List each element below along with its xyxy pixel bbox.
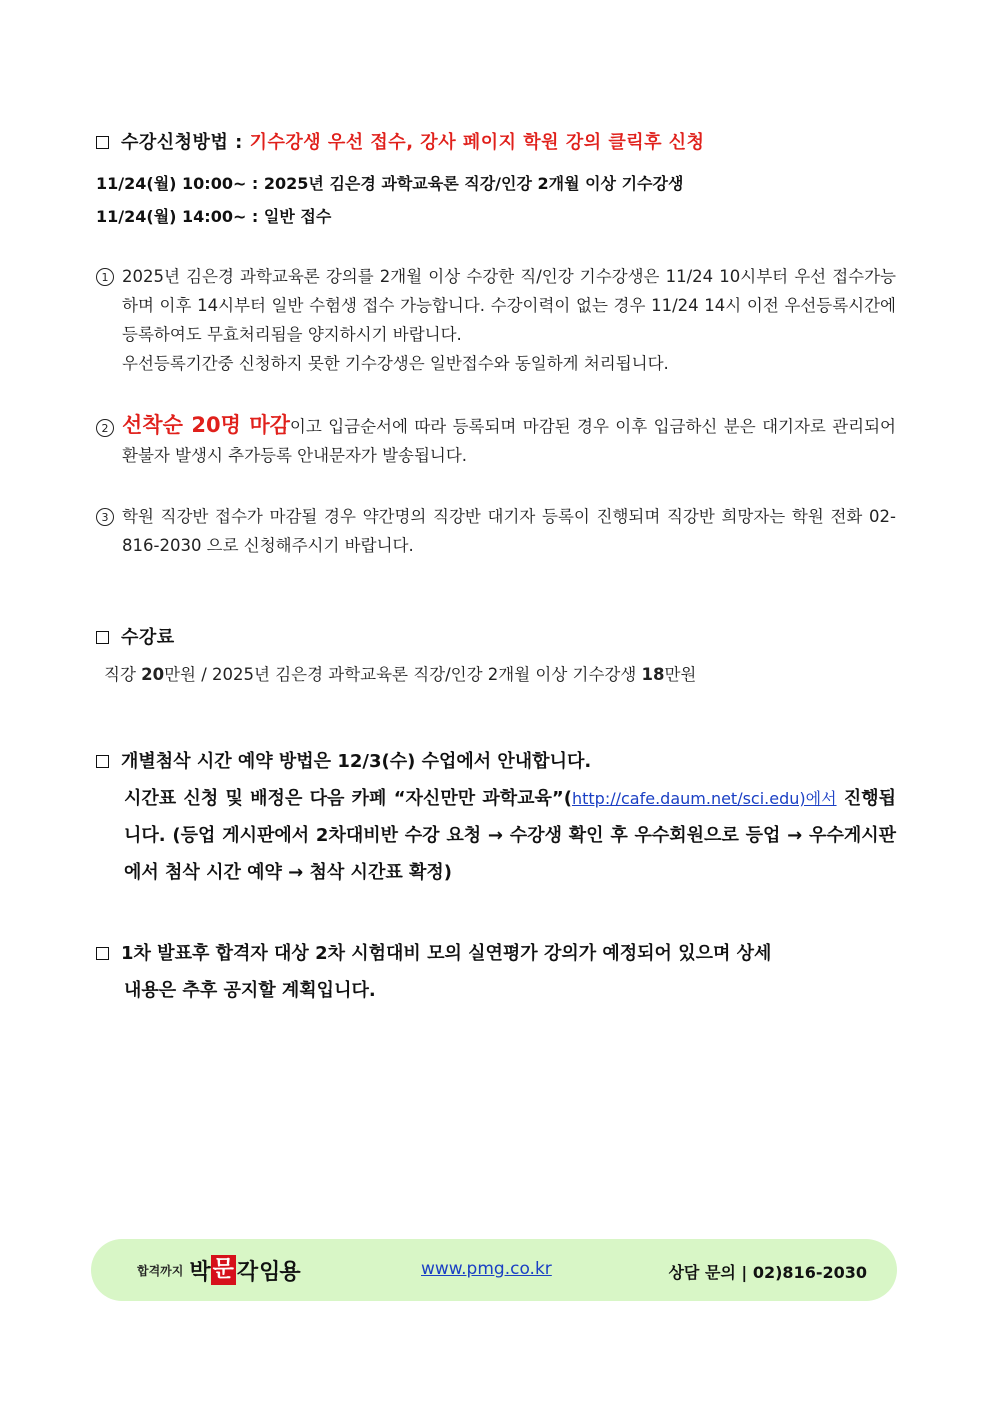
- schedule-line-general: 11/24(월) 14:00~ : 일반 접수: [96, 207, 332, 226]
- checkbox-square-icon: [96, 136, 109, 149]
- mock-exam-body: 내용은 추후 공지할 계획입니다.: [124, 980, 376, 1001]
- section-mock-exam: [96, 935, 896, 1009]
- circled-number-icon: 3: [96, 508, 114, 526]
- section-tutoring: [96, 743, 896, 891]
- schedule-line-priority: 11/24(월) 10:00~ : 2025년 김은경 과학교육론 직강/인강 2개월 이상 기수강생: [96, 174, 684, 193]
- fee-prefix: 직강: [104, 665, 142, 684]
- first-come-highlight: 선착순 20명 마감: [122, 413, 290, 437]
- notice-item-2: [96, 411, 896, 470]
- mock-exam-heading: 1차 발표후 합격자 대상 2차 시험대비 모의 실연평가 강의가 예정되어 있으며 상세: [121, 943, 772, 964]
- contact-info: 상담 문의 | 02)816-2030: [668, 1263, 867, 1282]
- fee-line: [104, 661, 696, 685]
- fee-suffix: 만원: [664, 665, 697, 684]
- logo-char-d: 임용: [259, 1259, 300, 1285]
- tutoring-body-after: 진행됩니다. (등업 게시판에서 2차대비반 수강 요청 → 수강생 확인 후 우수회원으로 등업 → 우수게시판에서 첨삭 시간 예약 → 첨삭 시간표 확정): [124, 788, 896, 883]
- checkbox-square-icon: [96, 631, 109, 644]
- fee-heading-text: 수강료: [121, 627, 175, 648]
- section-registration-heading: [96, 128, 705, 154]
- notice-item-3-text: 학원 직강반 접수가 마감될 경우 약간명의 직강반 대기자 등록이 진행되며 직강반 희망자는 학원 전화 02-816-2030 으로 신청해주시기 바랍니다.: [122, 507, 896, 555]
- footer-bar: [91, 1239, 897, 1301]
- logo-tagline: 합격까지: [137, 1263, 184, 1278]
- fee-mid: 만원 / 2025년 김은경 과학교육론 직강/인강 2개월 이상 기수강생: [164, 665, 642, 684]
- section-fee-heading: [96, 623, 175, 649]
- notice-item-1-text2: 우선등록기간중 신청하지 못한 기수강생은 일반접수와 동일하게 처리됩니다.: [122, 354, 669, 373]
- heading-highlight: 기수강생 우선 접수, 강사 페이지 학원 강의 클릭후 신청: [249, 132, 705, 153]
- circled-number-icon: 2: [96, 419, 114, 437]
- logo-char-c: 각: [236, 1259, 258, 1285]
- notice-item-1-text: 2025년 김은경 과학교육론 강의를 2개월 이상 수강한 직/인강 기수강생은 11/24 10시부터 우선 접수가능하며 이후 14시부터 일반 수험생 접수 가능합니다. 수강이력이 없는 경우 11/24 14시 이전 우선등록시간에 등록하여도 무효처리됨을 양지하시기 바랍니다.: [122, 267, 896, 344]
- cafe-link[interactable]: http://cafe.daum.net/sci.edu)에서: [571, 789, 837, 808]
- tutoring-body-before: 시간표 신청 및 배정은 다음 카페 “자신만만 과학교육”(: [124, 788, 572, 809]
- heading-label: 수강신청방법 :: [121, 132, 250, 153]
- tutoring-heading: 개별첨삭 시간 예약 방법은 12/3(수) 수업에서 안내합니다.: [121, 751, 592, 772]
- fee-direct-amount: 20: [141, 665, 165, 684]
- notice-item-2-text: 이고 입금순서에 따라 등록되며 마감된 경우 이후 입금하신 분은 대기자로 관리되어 환불자 발생시 추가등록 안내문자가 발송됩니다.: [122, 417, 896, 465]
- checkbox-square-icon: [96, 755, 109, 768]
- logo-char-b: 문: [211, 1255, 236, 1285]
- fee-returning-amount: 18: [641, 665, 665, 684]
- pmg-logo: [137, 1254, 300, 1286]
- notice-item-1: [96, 262, 896, 378]
- website-link[interactable]: www.pmg.co.kr: [421, 1259, 552, 1279]
- checkbox-square-icon: [96, 947, 109, 960]
- logo-char-a: 박: [189, 1259, 210, 1285]
- notice-item-3: [96, 502, 896, 560]
- circled-number-icon: 1: [96, 268, 114, 286]
